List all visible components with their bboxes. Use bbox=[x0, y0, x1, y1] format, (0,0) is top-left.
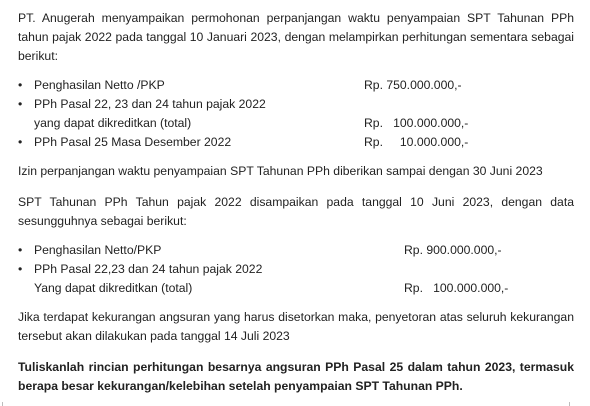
item-value bbox=[404, 260, 574, 279]
item-value: Rp. 100.000.000,- bbox=[404, 281, 509, 295]
list-item bbox=[18, 133, 574, 152]
extension-paragraph: Izin perpanjangan waktu penyampaian SPT Tahunan PPh diberikan sampai dengan 30 Juni 2023 bbox=[18, 164, 543, 178]
item-label: PPh Pasal 22,23 dan 24 tahun pajak 2022 bbox=[34, 262, 263, 276]
item-label: PPh Pasal 25 Masa Desember 2022 bbox=[34, 135, 232, 149]
provisional-calculation-list bbox=[18, 76, 574, 152]
list-item bbox=[18, 114, 574, 133]
bullet-icon: • bbox=[18, 262, 23, 276]
list-item bbox=[18, 260, 574, 279]
item-value bbox=[364, 95, 574, 114]
bullet-icon bbox=[18, 279, 34, 298]
page-edge-mark bbox=[2, 402, 13, 406]
item-label: Yang dapat dikreditkan (total) bbox=[34, 281, 193, 295]
bullet-icon: • bbox=[18, 97, 23, 111]
list-item bbox=[18, 241, 574, 260]
item-value: Rp. 100.000.000,- bbox=[364, 116, 469, 130]
bullet-icon: • bbox=[18, 243, 23, 257]
item-value: Rp. 900.000.000,- bbox=[404, 243, 502, 257]
page-edge-mark bbox=[569, 402, 580, 406]
actual-data-paragraph: SPT Tahunan PPh Tahun pajak 2022 disampaikan pada tanggal 10 Juni 2023, dengan data sesungguhnya sebagai berikut: bbox=[18, 195, 574, 228]
item-label: yang dapat dikreditkan (total) bbox=[34, 116, 192, 130]
bullet-icon: • bbox=[18, 135, 23, 149]
list-item bbox=[18, 279, 574, 298]
bullet-icon bbox=[18, 114, 34, 133]
payment-paragraph: Jika terdapat kekurangan angsuran yang harus disetorkan maka, penyetoran atas seluruh kekurangan tersebut akan dilakukan pada tanggal 14 Juli 2023 bbox=[18, 310, 574, 343]
item-label: Penghasilan Netto /PKP bbox=[34, 78, 165, 92]
item-label: PPh Pasal 22, 23 dan 24 tahun pajak 2022 bbox=[34, 97, 266, 111]
list-item bbox=[18, 95, 574, 114]
question-paragraph: Tuliskanlah rincian perhitungan besarnya angsuran PPh Pasal 25 dalam tahun 2023, termasuk berapa besar kekurangan/kelebihan setelah penyampaian SPT Tahunan PPh. bbox=[18, 360, 574, 393]
item-value: Rp. 10.000.000,- bbox=[364, 135, 469, 149]
document-body bbox=[18, 9, 574, 396]
list-item bbox=[18, 76, 574, 95]
actual-data-list bbox=[18, 241, 574, 298]
intro-paragraph: PT. Anugerah menyampaikan permohonan perpanjangan waktu penyampaian SPT Tahunan PPh tahun pajak 2022 pada tanggal 10 Januari 2023, dengan melampirkan perhitungan sementara sebagai berikut: bbox=[18, 11, 574, 63]
bullet-icon: • bbox=[18, 78, 23, 92]
item-value: Rp. 750.000.000,- bbox=[364, 78, 462, 92]
item-label: Penghasilan Netto/PKP bbox=[34, 243, 162, 257]
